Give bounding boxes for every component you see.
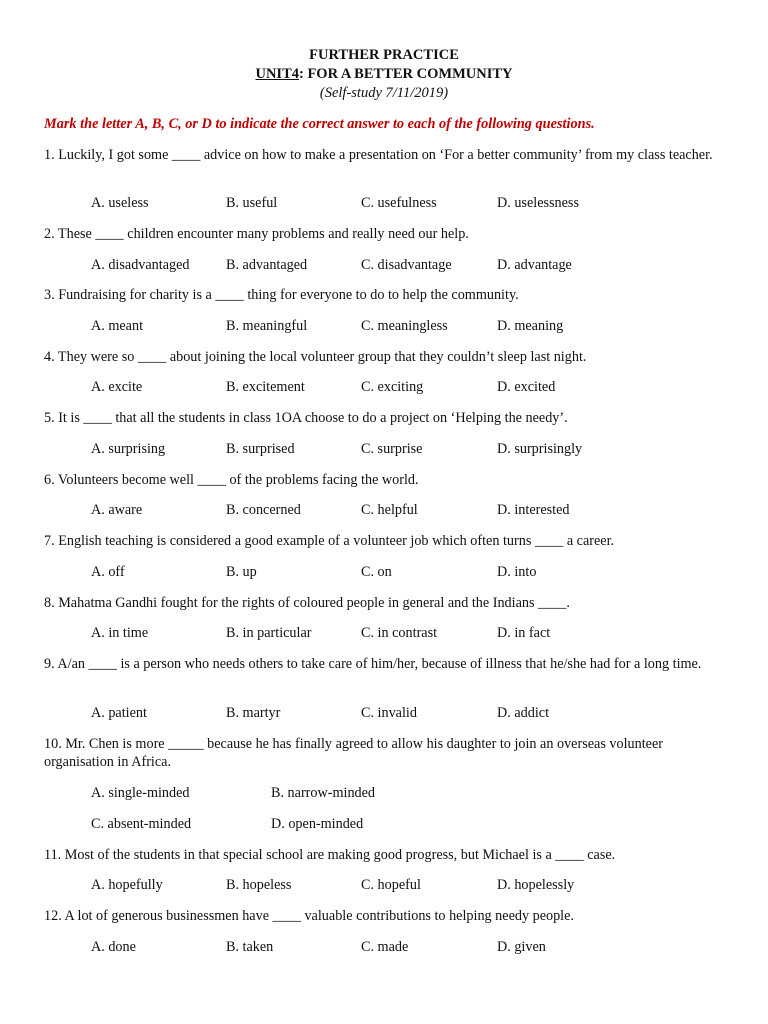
question-1: 1. Luckily, I got some ____ advice on how to make a presentation on ‘For a better community’ from my class teacher.: [44, 147, 713, 163]
q10-option-a: A. single-minded: [91, 785, 190, 801]
instructions: Mark the letter A, B, C, or D to indicate the correct answer to each of the following questions.: [44, 116, 595, 132]
worksheet-title: FURTHER PRACTICE: [309, 47, 459, 63]
question-11: 11. Most of the students in that special school are making good progress, but Michael is a ____ case.: [44, 847, 616, 863]
q5-option-c: C. surprise: [361, 441, 423, 457]
question-8: 8. Mahatma Gandhi fought for the rights of coloured people in general and the Indians ____.: [44, 595, 570, 611]
q3-option-d: D. meaning: [497, 318, 564, 334]
q6-option-c: C. helpful: [361, 502, 418, 518]
study-date: (Self-study 7/11/2019): [319, 85, 449, 101]
question-4: 4. They were so ____ about joining the local volunteer group that they couldn’t sleep last night.: [44, 349, 587, 365]
q12-option-c: C. made: [361, 939, 409, 955]
q5-option-a: A. surprising: [91, 441, 166, 457]
question-6: 6. Volunteers become well ____ of the problems facing the world.: [44, 472, 419, 488]
q8-option-c: C. in contrast: [361, 625, 438, 641]
question-5: 5. It is ____ that all the students in class 1OA choose to do a project on ‘Helping the needy’.: [44, 410, 568, 426]
q12-option-d: D. given: [497, 939, 546, 955]
q11-option-d: D. hopelessly: [497, 877, 575, 893]
q3-option-c: C. meaningless: [361, 318, 448, 334]
q2-option-b: B. advantaged: [226, 257, 308, 273]
q2-option-d: D. advantage: [497, 257, 572, 273]
q7-option-b: B. up: [226, 564, 257, 580]
q1-option-d: D. uselessness: [497, 195, 579, 211]
q3-option-a: A. meant: [91, 318, 144, 334]
question-7: 7. English teaching is considered a good example of a volunteer job which often turns ____ a career.: [44, 533, 615, 549]
unit-number: UNIT4: [255, 66, 299, 82]
q9-option-d: D. addict: [497, 705, 550, 721]
q4-option-b: B. excitement: [226, 379, 305, 395]
q12-option-b: B. taken: [226, 939, 274, 955]
question-3: 3. Fundraising for charity is a ____ thing for everyone to do to help the community.: [44, 287, 519, 303]
q9-option-b: B. martyr: [226, 705, 281, 721]
q11-option-a: A. hopefully: [91, 877, 163, 893]
q6-option-a: A. aware: [91, 502, 143, 518]
q1-option-b: B. useful: [226, 195, 278, 211]
q2-option-a: A. disadvantaged: [91, 257, 190, 273]
q10-option-d: D. open-minded: [271, 816, 364, 832]
q3-option-b: B. meaningful: [226, 318, 308, 334]
q10-option-b: B. narrow-minded: [271, 785, 376, 801]
q11-option-b: B. hopeless: [226, 877, 292, 893]
q4-option-c: C. exciting: [361, 379, 424, 395]
q4-option-d: D. excited: [497, 379, 556, 395]
q10-option-c: C. absent-minded: [91, 816, 192, 832]
question-10: 10. Mr. Chen is more _____ because he has finally agreed to allow his daughter to join an overseas volunteer organisation in Africa.: [44, 736, 663, 770]
q2-option-c: C. disadvantage: [361, 257, 452, 273]
question-12: 12. A lot of generous businessmen have ____ valuable contributions to helping needy people.: [44, 908, 574, 924]
q8-option-a: A. in time: [91, 625, 149, 641]
question-2: 2. These ____ children encounter many problems and really need our help.: [44, 226, 469, 242]
q7-option-c: C. on: [361, 564, 392, 580]
q8-option-d: D. in fact: [497, 625, 551, 641]
question-9: 9. A/an ____ is a person who needs others to take care of him/her, because of illness that he/she had for a long time.: [44, 656, 702, 672]
q7-option-a: A. off: [91, 564, 125, 580]
q1-option-c: C. usefulness: [361, 195, 437, 211]
q12-option-a: A. done: [91, 939, 136, 955]
q6-option-b: B. concerned: [226, 502, 301, 518]
q5-option-d: D. surprisingly: [497, 441, 583, 457]
unit-title: [0, 65, 768, 83]
q4-option-a: A. excite: [91, 379, 143, 395]
q9-option-a: A. patient: [91, 705, 147, 721]
unit-name: : FOR A BETTER COMMUNITY: [299, 66, 513, 82]
q8-option-b: B. in particular: [226, 625, 312, 641]
q7-option-d: D. into: [497, 564, 537, 580]
q9-option-c: C. invalid: [361, 705, 417, 721]
q5-option-b: B. surprised: [226, 441, 295, 457]
q6-option-d: D. interested: [497, 502, 570, 518]
q11-option-c: C. hopeful: [361, 877, 421, 893]
q1-option-a: A. useless: [91, 195, 149, 211]
